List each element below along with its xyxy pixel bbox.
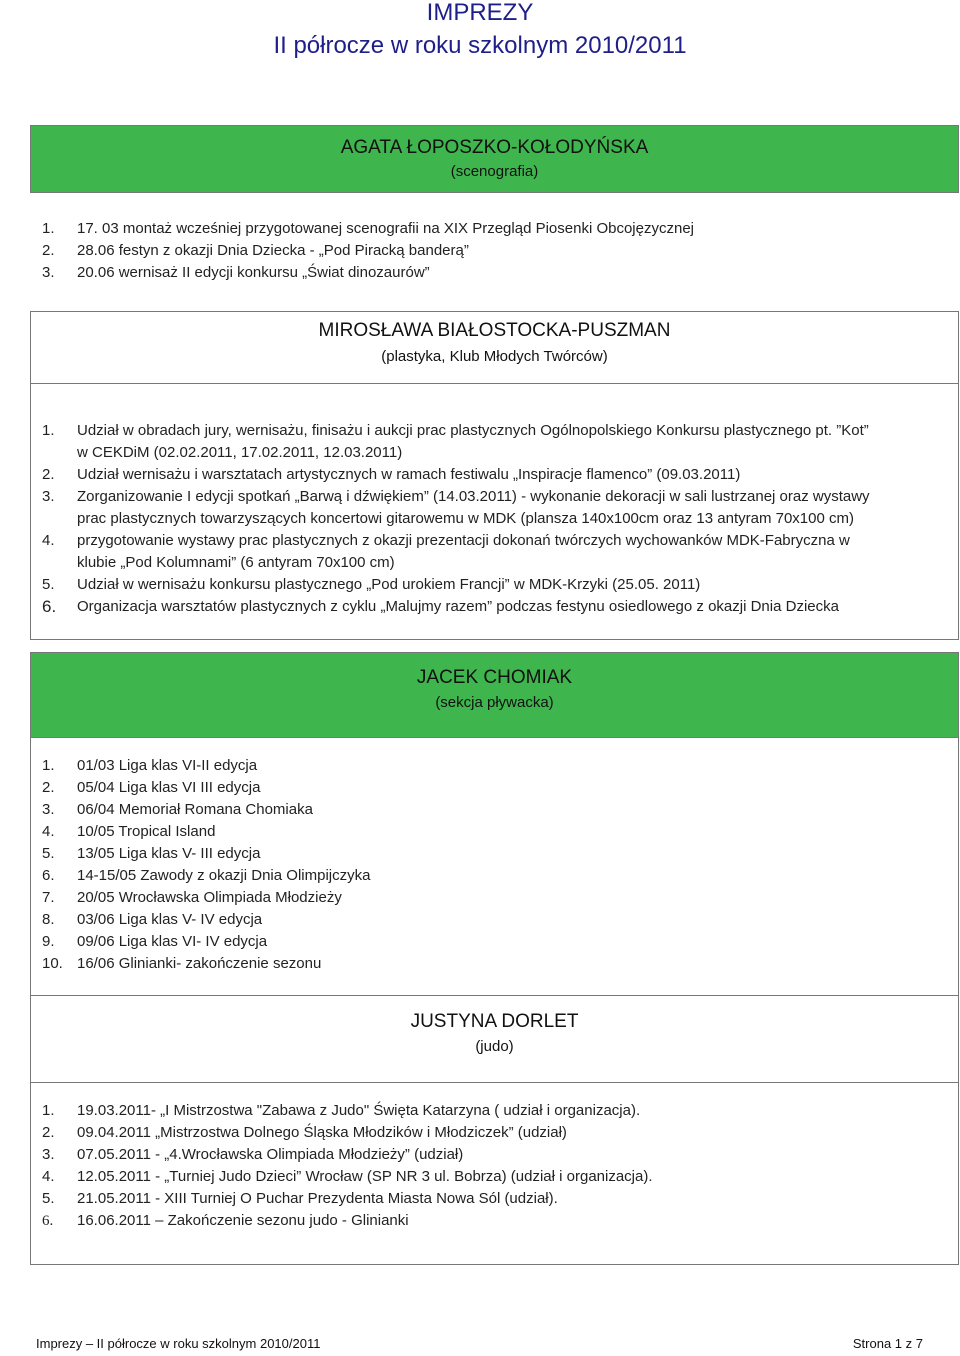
list-item: 4. 12.05.2011 - „Turniej Judo Dzieci” Wrocław (SP NR 3 ul. Bobrza) (udział i organizacja). [42, 1168, 653, 1185]
section-name: JUSTYNA DORLET [410, 1011, 579, 1032]
document-subtitle: II półrocze w roku szkolnym 2010/2011 [273, 32, 687, 59]
events-list-agata [42, 218, 942, 284]
list-item: 6. Organizacja warsztatów plastycznych z cyklu „Malujmy razem” podczas festynu osiedlowego z okazji Dnia Dziecka [42, 597, 839, 616]
footer-page-number: Strona 1 z 7 [852, 1336, 923, 1351]
events-list-justyna [42, 1100, 942, 1232]
section-name: JACEK CHOMIAK [416, 667, 573, 688]
list-item: 3. Zorganizowanie I edycji spotkań „Barwą i dźwiękiem” (14.03.2011) - wykonanie dekoracji w sali lustrzanej oraz wystawy prac plastycznych towarzyszących koncertowi gitarowemu w MDK (plansza 140x100cm oraz 13 antyram 70x100 cm) [42, 488, 870, 527]
section-header-miroslawa [30, 311, 959, 384]
section-name: MIROSŁAWA BIAŁOSTOCKA-PUSZMAN [318, 320, 671, 341]
list-item: 1. 01/03 Liga klas VI-II edycja [42, 757, 258, 774]
list-item: 6. 16.06.2011 – Zakończenie sezonu judo - Glinianki [42, 1212, 409, 1229]
list-item: 10. 16/06 Glinianki- zakończenie sezonu [42, 955, 322, 972]
list-item: 1. Udział w obradach jury, wernisażu, finisażu i aukcji prac plastycznych Ogólnopolskiego Konkursu plastycznego pt. ”Kot” w CEKDiM (02.02.2011, 17.02.2011, 12.03.2011) [42, 422, 869, 461]
section-subtitle: (plastyka, Klub Młodych Twórców) [381, 348, 608, 365]
section-header-jacek [30, 652, 959, 738]
list-item: 3. 07.05.2011 - „4.Wrocławska Olimpiada Młodzieży” (udział) [42, 1146, 464, 1163]
events-list-miroslawa [42, 420, 942, 618]
list-item: 2. 09.04.2011 „Mistrzostwa Dolnego Śląska Młodzików i Młodziczek” (udział) [42, 1124, 567, 1141]
events-list-jacek [42, 755, 942, 975]
section-subtitle: (sekcja pływacka) [435, 694, 554, 711]
list-item: 7. 20/05 Wrocławska Olimpiada Młodzieży [42, 889, 342, 906]
list-item: 3. 20.06 wernisaż II edycji konkursu „Świat dinozaurów” [42, 264, 430, 281]
list-item: 3. 06/04 Memoriał Romana Chomiaka [42, 801, 313, 818]
section-name: AGATA ŁOPOSZKO-KOŁODYŃSKA [340, 137, 649, 158]
list-item: 1. 19.03.2011- „I Mistrzostwa "Zabawa z Judo" Święta Katarzyna ( udział i organizacja). [42, 1102, 641, 1119]
list-item: 6. 14-15/05 Zawody z okazji Dnia Olimpijczyka [42, 867, 371, 884]
list-item: 4. 10/05 Tropical Island [42, 823, 216, 840]
footer-document-title: Imprezy – II półrocze w roku szkolnym 2010/2011 [36, 1336, 321, 1351]
section-header-agata [30, 125, 959, 193]
document-title: IMPREZY [426, 0, 534, 26]
list-item: 2. 28.06 festyn z okazji Dnia Dziecka - „Pod Piracką banderą” [42, 242, 469, 259]
section-subtitle: (scenografia) [450, 163, 539, 180]
list-item: 1. 17. 03 montaż wcześniej przygotowanej scenografii na XIX Przegląd Piosenki Obcojęzycznej [42, 220, 694, 237]
section-subtitle: (judo) [475, 1038, 514, 1055]
list-item: 5. Udział w wernisażu konkursu plastycznego „Pod urokiem Francji” w MDK-Krzyki (25.05. 2011) [42, 576, 701, 593]
list-item: 5. 21.05.2011 - XIII Turniej O Puchar Prezydenta Miasta Nowa Sól (udział). [42, 1190, 558, 1207]
list-item: 4. przygotowanie wystawy prac plastycznych z okazji prezentacji dokonań twórczych wychowanków MDK-Fabryczna w klubie „Pod Kolumnami” (6 antyram 70x100 cm) [42, 532, 850, 571]
list-item: 2. Udział wernisażu i warsztatach artystycznych w ramach festiwalu „Inspiracje flamenco” (09.03.2011) [42, 466, 741, 483]
list-item: 9. 09/06 Liga klas VI- IV edycja [42, 933, 268, 950]
section-header-justyna [30, 996, 959, 1083]
list-item: 8. 03/06 Liga klas V- IV edycja [42, 911, 263, 928]
list-item: 2. 05/04 Liga klas VI III edycja [42, 779, 261, 796]
list-item: 5. 13/05 Liga klas V- III edycja [42, 845, 261, 862]
